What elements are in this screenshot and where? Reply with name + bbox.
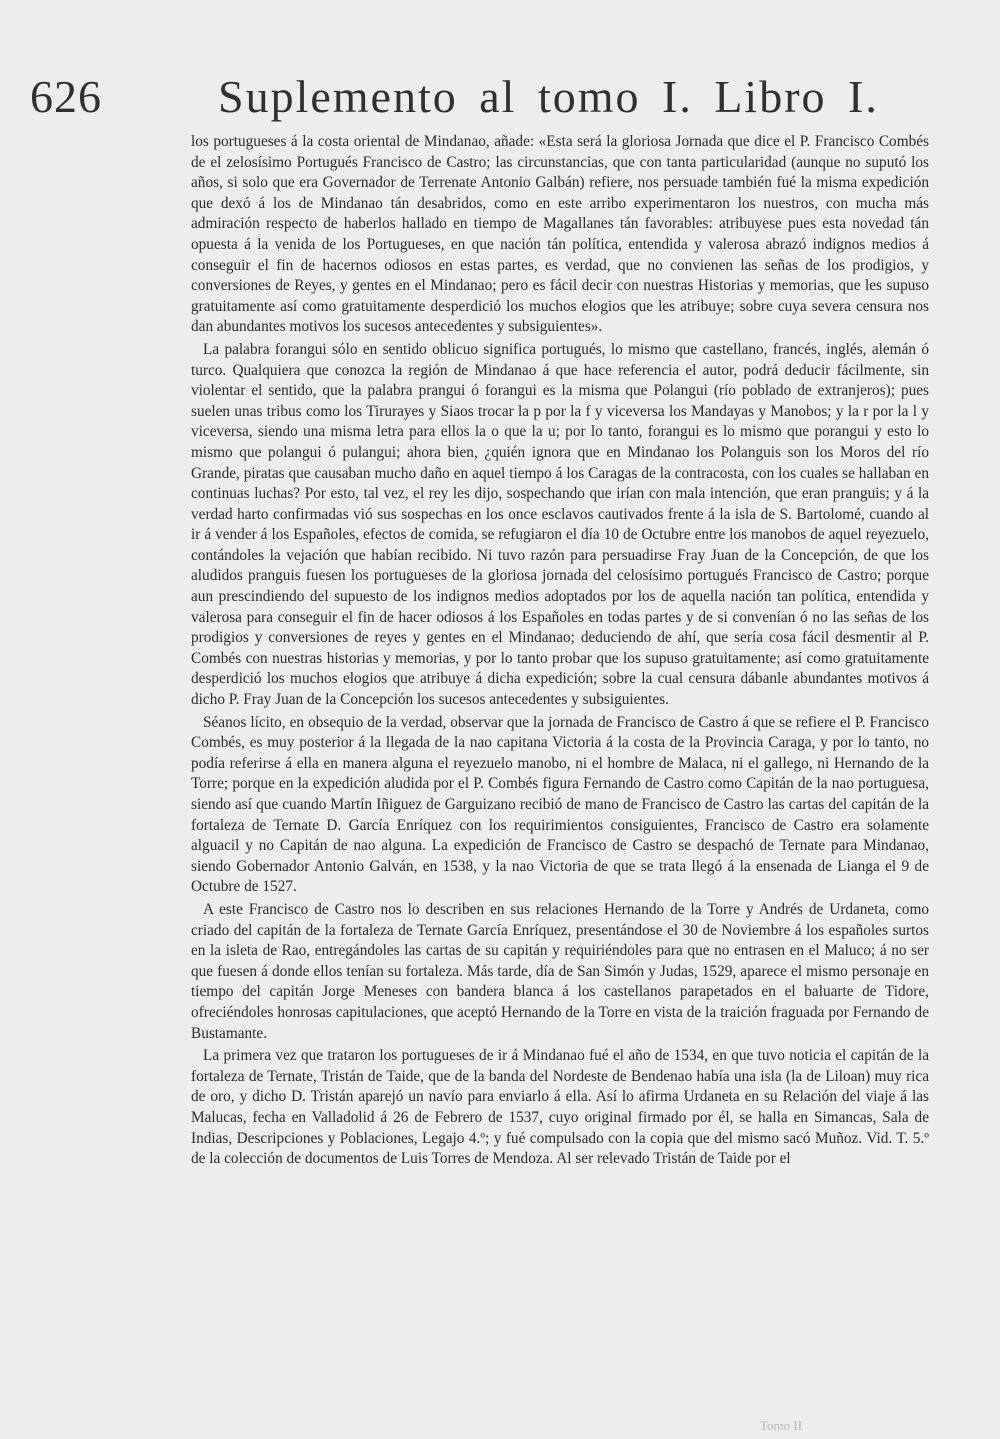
page-header [0,62,1000,132]
running-title: Suplemento al tomo I. Libro I. [218,71,879,122]
page-number: 626 [30,71,102,122]
body-text [191,132,929,1172]
printer-signature: Tomo II [760,1418,803,1433]
paragraph-1: los portugueses á la costa oriental de Mindanao, añade: «Esta será la gloriosa Jornada que dice el P. Francisco Combés de el zelosísimo Portugués Francisco de Castro; las circunstancias, que con tanta particularidad (aunque no suputó los años, si solo que era Governador de Terrenate Antonio Galbán) refiere, nos persuade también fué la misma expedición que dexó á los de Mindanao tán desabridos, como en este arribo experimentaron los nuestros, con mucha más admiración respecto de haberlos hallado en tiempo de Magallanes tán favorables: atribuyese pues esta novedad tán opuesta á la venida de los Portugueses, en que nación tán política, entendida y valerosa abrazó indignos medios á conseguir el fin de hacernos odiosos en estas partes, es verdad, que no convienen las señas de los prodigios, y conversiones de Reyes, y gentes en el Mindanao; pero es fácil decir con nuestras Historias y memorias, que les supuso gratuitamente así como gratuitamente desperdició los muchos elogios que les atribuye; sobre cuya severa censura nos dan abundantes motivos los sucesos antecedentes y subsiguientes». [191,133,929,336]
paragraph-2: La palabra forangui sólo en sentido oblicuo significa portugués, lo mismo que castellano, francés, inglés, alemán ó turco. Qualquiera que conozca la región de Mindanao á que hace referencia el autor, podrá deducir fácilmente, sin violentar el sentido, que la palabra prangui ó forangui es la misma que Polangui (río poblado de extranjeros); pues suelen unas tribus como los Tirurayes y Siaos trocar la p por la f y viceversa los Mandayas y Manobos; y la r por la l y viceversa, siendo una misma letra para ellos la o que la u; por lo tanto, forangui es lo mismo que porangui y esto lo mismo que polangui ó pulangui; ahora bien, ¿quién ignora que en Mindanao los Polanguis son los Moros del río Grande, piratas que causaban mucho daño en aquel tiempo á los Caragas de la contracosta, con los cuales se hallaban en continuas luchas? Por esto, tal vez, el rey les dijo, sospechando que irían con mala intención, que eran pranguis; y á la verdad harto confirmadas vió sus sospechas en los once esclavos cautivados frente á la isla de S. Bartolomé, cuando al ir á vender á los Españoles, efectos de comida, se refugiaron el día 10 de Octubre entre los manobos de aquel reyezuelo, contándoles la vejación que habían recibido. Ni tuvo razón para persuadirse Fray Juan de la Concepción, de que los aludidos pranguis fuesen los portugueses de la gloriosa jornada del celosísimo portugués Francisco de Castro; porque aun prescindiendo del supuesto de los indignos medios adoptados por los de aquella nación tan política, entendida y valerosa para conseguir el fin de hacer odiosos á los Españoles en todas partes y de si convenían ó no las señas de los prodigios y conversiones de reyes y gentes en el Mindanao; deduciendo de ahí, que sería cosa fácil desmentir al P. Combés con nuestras historias y memorias, y por lo tanto probar que los supuso gratuitamente; así como gratuitamente desperdició los muchos elogios que atribuye á dicha expedición; sobre la cual censura dábanle abundantes motivos á dicho P. Fray Juan de la Concepción los sucesos antecedentes y subsiguientes. [191,340,929,709]
paragraph-5: La primera vez que trataron los portugueses de ir á Mindanao fué el año de 1534, en que tuvo noticia el capitán de la fortaleza de Ternate, Tristán de Taide, que de la banda del Nordeste de Bendenao había una isla (la de Liloan) muy rica de oro, y dicho D. Tristán aparejó un navío para enviarlo á ella. Así lo afirma Urdaneta en su Relación del viaje á las Malucas, fecha en Valladolid á 26 de Febrero de 1537, cuyo original firmado por él, se halla en Simancas, Sala de Indias, Descripciones y Poblaciones, Legajo 4.º; y fué compulsado con la copia que del mismo sacó Muñoz. Vid. T. 5.º de la colección de documentos de Luis Torres de Mendoza. Al ser relevado Tristán de Taide por el [191,1047,929,1168]
paragraph-3: Séanos lícito, en obsequio de la verdad, observar que la jornada de Francisco de Castro á que se refiere el P. Francisco Combés, es muy posterior á la llegada de la nao capitana Victoria á la costa de la Provincia Caraga, y por lo tanto, no podía referirse á ella en manera alguna el reyezuelo manobo, ni el hombre de Malaca, ni el gallego, ni Hernando de la Torre; porque en la expedición aludida por el P. Combés figura Fernando de Castro como Capitán de la nao portuguesa, siendo así que cuando Martín Iñiguez de Garguizano recibió de mano de Francisco de Castro las cartas del capitán de la fortaleza de Ternate D. García Enríquez con los requirimientos consiguientes, Francisco de Castro era solamente alguacil y no Capitán de nao alguna. La expedición de Francisco de Castro se despachó de Ternate para Mindanao, siendo Gobernador Antonio Galván, en 1538, y la nao Victoria de que se trata llegó á la ensenada de Lianga el 9 de Octubre de 1527. [191,713,929,896]
paragraph-4: A este Francisco de Castro nos lo describen en sus relaciones Hernando de la Torre y Andrés de Urdaneta, como criado del capitán de la fortaleza de Ternate García Enríquez, presentándose el 30 de Noviembre á los españoles surtos en la isleta de Rao, entregándoles las cartas de su capitán y requiriéndoles para que no entrasen en el Maluco; á no ser que fuesen á donde ellos tenían su fortaleza. Más tarde, día de San Simón y Judas, 1529, aparece el mismo personaje en tiempo del capitán Jorge Meneses con bandera blanca á los castellanos parapetados en el baluarte de Tidore, ofreciéndoles honrosas capitulaciones, que aceptó Hernando de la Torre en vista de la traición fraguada por Fernando de Bustamante. [191,900,929,1042]
